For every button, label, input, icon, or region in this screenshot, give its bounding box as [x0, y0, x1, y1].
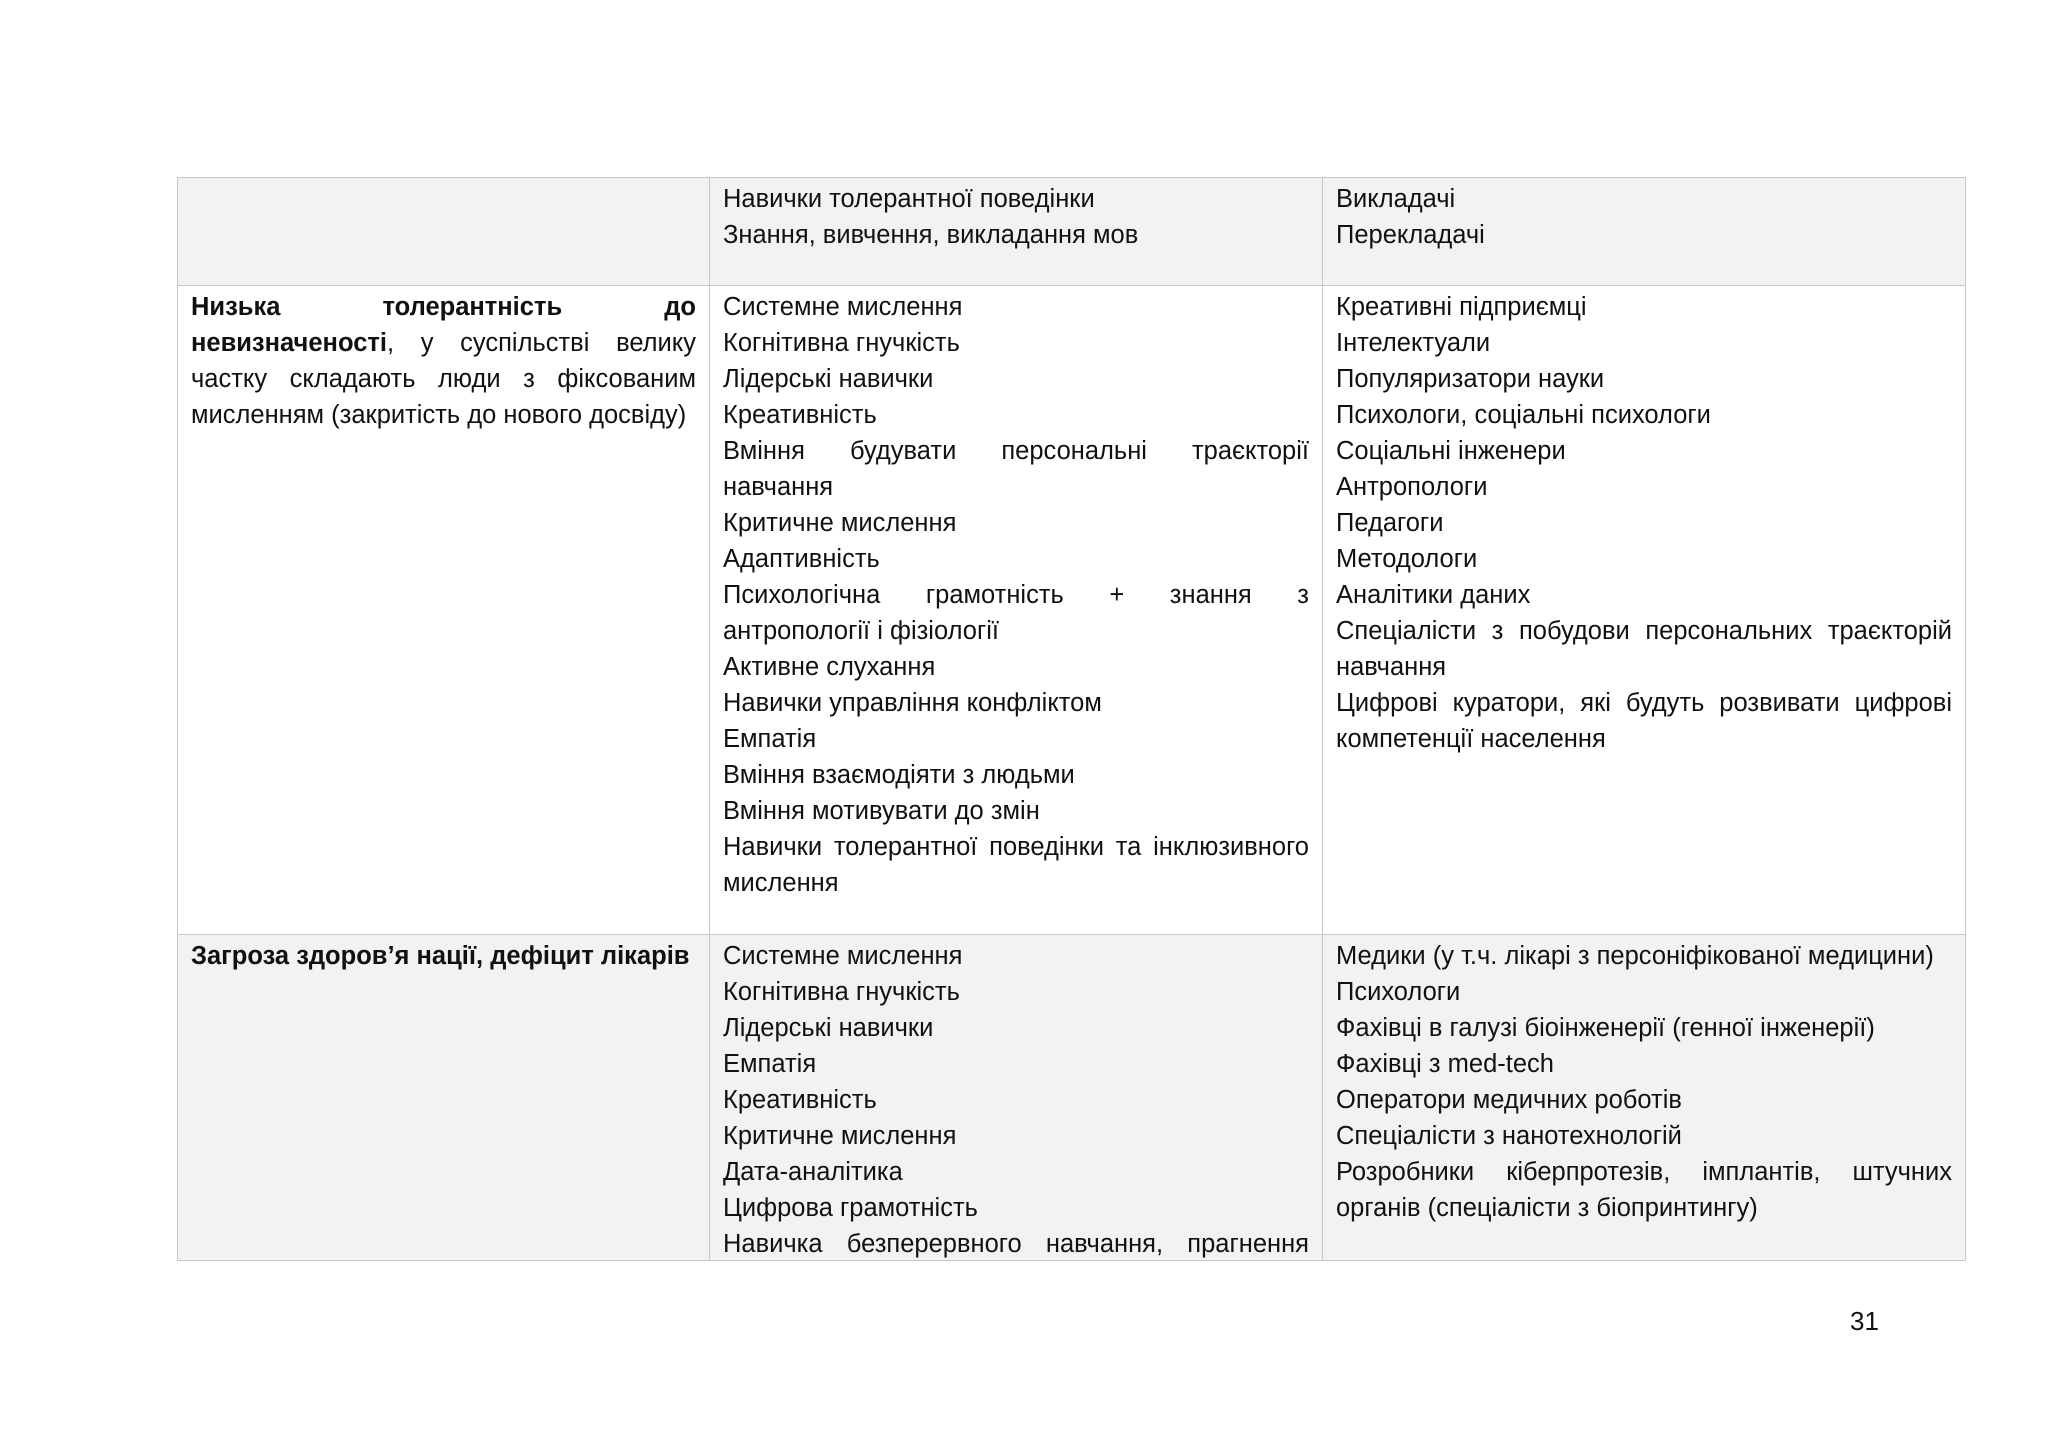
problem-title: Низька толерантність до невизначеності	[191, 293, 696, 357]
skill-item: Креативність	[723, 401, 877, 429]
profession-item: Методологи	[1336, 545, 1478, 573]
skills-cell	[710, 178, 1323, 286]
skill-item: Лідерські навички	[723, 1014, 934, 1042]
skill-item: Психологічна грамотність + знання з антропології і фізіології	[723, 581, 1309, 645]
profession-item: Спеціалісти з нанотехнологій	[1336, 1122, 1682, 1150]
profession-item: Популяризатори науки	[1336, 365, 1605, 393]
problem-cell	[178, 178, 710, 286]
table-row	[178, 935, 1966, 1261]
skill-item: Когнітивна гнучкість	[723, 978, 960, 1006]
profession-item: Оператори медичних роботів	[1336, 1086, 1682, 1114]
profession-item: Інтелектуали	[1336, 329, 1491, 357]
problem-description: , у суспільстві велику частку складають люди з фіксованим мисленням (закритість до нового досвіду)	[191, 329, 696, 429]
skill-item: Дата-аналітика	[723, 1158, 903, 1186]
skill-item: Вміння будувати персональні траєкторії навчання	[723, 437, 1309, 501]
skills-cell	[710, 286, 1323, 935]
profession-item: Психологи, соціальні психологи	[1336, 401, 1711, 429]
problem-title: Загроза здоров’я нації, дефіцит лікарів	[191, 942, 690, 970]
skill-item: Знання, вивчення, викладання мов	[723, 221, 1139, 249]
skill-item: Цифрова грамотність	[723, 1194, 978, 1222]
skill-item: Вміння мотивувати до змін	[723, 797, 1040, 825]
skill-item: Емпатія	[723, 725, 817, 753]
skill-item: Емпатія	[723, 1050, 817, 1078]
professions-cell	[1323, 178, 1966, 286]
profession-item: Педагоги	[1336, 509, 1444, 537]
profession-item: Розробники кіберпротезів, імплантів, штучних органів (спеціалісти з біопринтингу)	[1336, 1158, 1952, 1222]
table-row	[178, 286, 1966, 935]
profession-item: Психологи	[1336, 978, 1461, 1006]
professions-cell	[1323, 935, 1966, 1261]
skill-item: Активне слухання	[723, 653, 936, 681]
profession-item: Фахівці з med-tech	[1336, 1050, 1554, 1078]
problem-cell	[178, 286, 710, 935]
skill-item: Системне мислення	[723, 942, 963, 970]
skills-professions-table	[177, 177, 1966, 1261]
page-number: 31	[1850, 1306, 1879, 1336]
skills-cell	[710, 935, 1323, 1261]
skill-item: Когнітивна гнучкість	[723, 329, 960, 357]
skill-item: Навички управління конфліктом	[723, 689, 1102, 717]
skill-item: Лідерські навички	[723, 365, 934, 393]
profession-item: Аналітики даних	[1336, 581, 1531, 609]
profession-item: Антропологи	[1336, 473, 1488, 501]
skill-item: Навичка безперервного навчання, прагнення	[723, 1230, 1309, 1258]
profession-item: Перекладачі	[1336, 221, 1485, 249]
skill-item: Системне мислення	[723, 293, 963, 321]
profession-item: Спеціалісти з побудови персональних траєкторій навчання	[1336, 617, 1952, 681]
skill-item: Критичне мислення	[723, 1122, 957, 1150]
skill-item: Критичне мислення	[723, 509, 957, 537]
skill-item: Вміння взаємодіяти з людьми	[723, 761, 1075, 789]
profession-item: Цифрові куратори, які будуть розвивати цифрові компетенції населення	[1336, 689, 1952, 753]
skill-item: Навички толерантної поведінки	[723, 185, 1095, 213]
skill-item: Навички толерантної поведінки та інклюзивного мислення	[723, 833, 1309, 897]
profession-item: Креативні підприємці	[1336, 293, 1587, 321]
table-row	[178, 178, 1966, 286]
skill-item: Адаптивність	[723, 545, 880, 573]
professions-cell	[1323, 286, 1966, 935]
skill-item: Креативність	[723, 1086, 877, 1114]
profession-item: Фахівці в галузі біоінженерії (генної інженерії)	[1336, 1014, 1875, 1042]
profession-item: Медики (у т.ч. лікарі з персоніфікованої медицини)	[1336, 942, 1934, 970]
problem-cell	[178, 935, 710, 1261]
profession-item: Соціальні інженери	[1336, 437, 1566, 465]
profession-item: Викладачі	[1336, 185, 1456, 213]
